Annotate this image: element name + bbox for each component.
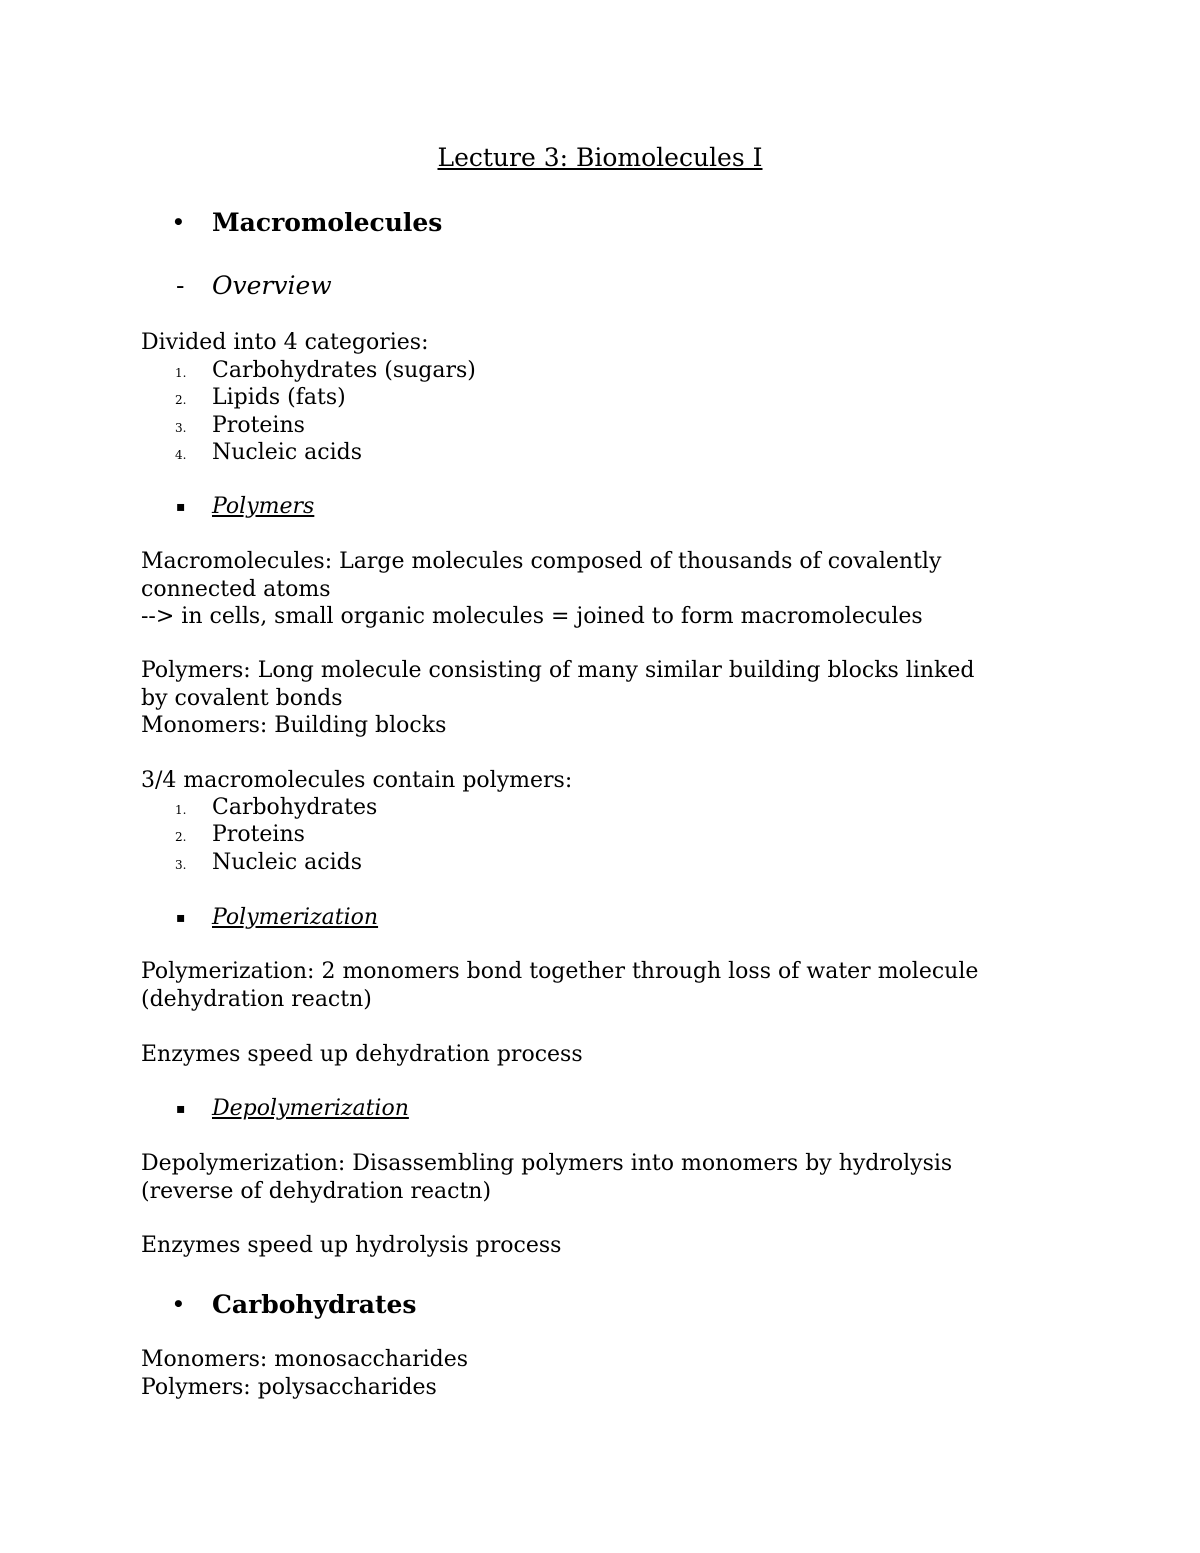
contain-list: [141, 794, 1041, 876]
contain-intro: 3/4 macromolecules contain polymers:: [141, 768, 573, 793]
heading-text: Carbohydrates: [212, 1290, 417, 1319]
macromolecules-definition: Macromolecules: Large molecules composed of thousands of covalently connected atoms --> in cells, small organic molecules = joined to form macromolecules: [141, 549, 942, 629]
heading-polymers: [176, 492, 314, 522]
heading-text: Macromolecules: [212, 208, 443, 237]
square-marker: ▪: [176, 1101, 186, 1117]
bullet-marker: •: [172, 210, 185, 234]
heading-text: Overview: [212, 271, 332, 300]
depolymerization-enzymes: Enzymes speed up hydrolysis process: [141, 1233, 562, 1258]
heading-text: Polymerization: [212, 905, 379, 930]
depolymerization-definition: Depolymerization: Disassembling polymers into monomers by hydrolysis (reverse of dehydration reactn): [141, 1151, 953, 1204]
heading-text: Polymers: [212, 494, 315, 519]
polymerization-definition: Polymerization: 2 monomers bond together through loss of water molecule (dehydration reactn): [141, 959, 979, 1012]
heading-polymerization: [176, 903, 378, 933]
list-item: 1. Carbohydrates: [175, 795, 378, 820]
categories-list: [141, 357, 1041, 466]
heading-text: Depolymerization: [212, 1096, 409, 1121]
square-marker: ▪: [176, 499, 186, 515]
carbohydrates-lines: Monomers: monosaccharides Polymers: polysaccharides: [141, 1347, 469, 1400]
heading-depolymerization: [176, 1094, 409, 1124]
list-item: 3. Nucleic acids: [175, 849, 362, 875]
polymers-definition: Polymers: Long molecule consisting of many similar building blocks linked by covalent bonds Monomers: Building blocks: [141, 658, 975, 738]
heading-carbohydrates: [172, 1287, 417, 1322]
list-item: 2. Lipids (fats): [175, 385, 346, 411]
dash-marker: -: [176, 271, 185, 300]
list-item: 4. Nucleic acids: [175, 439, 362, 465]
list-item: 2. Proteins: [175, 822, 305, 848]
list-item: 1. Carbohydrates (sugars): [175, 358, 476, 383]
square-marker: ▪: [176, 910, 186, 926]
page-title: Lecture 3: Biomolecules I: [437, 143, 763, 172]
polymerization-enzymes: Enzymes speed up dehydration process: [141, 1042, 583, 1067]
heading-overview: [176, 269, 332, 303]
bullet-marker: •: [172, 1292, 185, 1316]
categories-intro: Divided into 4 categories:: [141, 330, 429, 355]
heading-macromolecules: [172, 205, 442, 240]
list-item: 3. Proteins: [175, 412, 305, 438]
